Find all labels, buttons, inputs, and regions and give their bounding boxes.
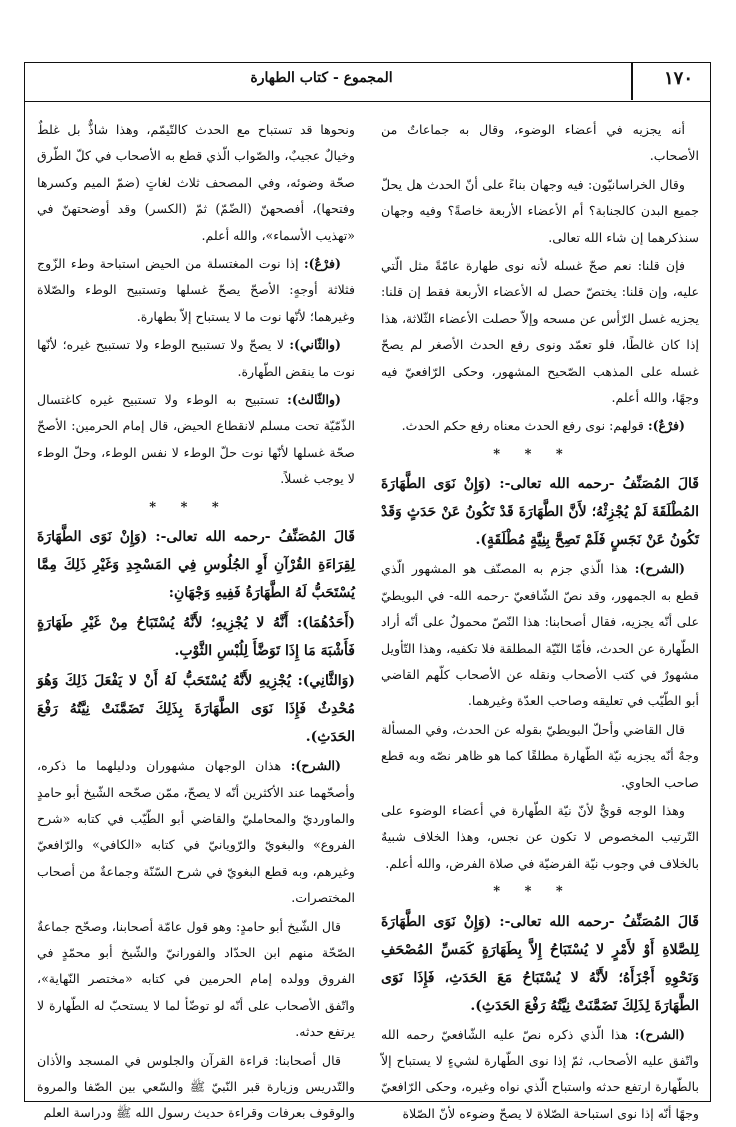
right-text-column [381, 117, 700, 1121]
commentary-paragraph [37, 753, 355, 911]
commentary-paragraph [381, 253, 699, 411]
author-quote [381, 470, 699, 554]
section-separator: * * * [493, 884, 573, 900]
paragraph-text: قال أصحابنا: قراءة القرآن والجلوس في المسجد والأذان والتّدريس وزيارة قبر النّبيّ ﷺ والسّعي بين الصّفا والمروة والوقوف بعرفات وقراءة حديث رسول الله ﷺ ودراسة العلم [37, 1052, 355, 1121]
paragraph-text: قال الشّيخ أبو حامدٍ: وهو قول عامّة أصحابنا، وصحّح جماعةٌ الصّحّة منهم ابن الحدّاد والفورانيّ والشّيخ أبو محمّدٍ في الفروق وولده إمام الحرمين في كتابه «مختصر النّهاية»، واتّفق الأصحاب على أنّه لو توضّأ لما لا يستحبّ له الطّهارة لا يرتفع حدثه. [37, 918, 355, 1040]
paragraph-text: هذا الّذي ذكره نصّ عليه الشّافعيّ رحمه الله واتّفق عليه الأصحاب، ثمّ إذا نوى الطّهارة لشيءٍ لا يستباح إلاّ بالطّهارة ارتفع حدثه واستباح الّذي نواه وغيره، وحكى الرّافعيّ وجهًا أنّه إذا نوى استباحة الصّلاة لا يصحّ وضوءه لأنّ الصّلاة [381, 1026, 700, 1121]
paragraph-label: (فرْعٌ): [647, 418, 685, 434]
running-title: المجموع - كتاب الطهارة [250, 70, 393, 86]
commentary-paragraph [37, 387, 355, 493]
commentary-paragraph [381, 1022, 699, 1127]
commentary-paragraph [37, 332, 355, 385]
paragraph-label: (والثّاني): [289, 337, 341, 353]
paragraph-label: (الشرح): [634, 1026, 685, 1042]
header-divider [631, 62, 633, 100]
paragraph-text: قَالَ المُصَنِّفُ -رحمه الله تعالى-: (وَإِنْ نَوَى الطَّهَارَةَ لِقِرَاءَةِ القُرْآنِ أَوِ الجُلُوسِ فِي المَسْجِدِ وَغَيْرِ ذَلِكَ مِمَّا يُسْتَحَبُّ لَهُ الطَّهَارَةُ فَفِيهِ وَجْهَانِ: [37, 529, 355, 602]
paragraph-text: أنه يجزيه في أعضاء الوضوء، وقال به جماعاتٌ من الأصحاب. [381, 122, 699, 164]
section-separator: * * * [493, 446, 573, 462]
paragraph-text: هذان الوجهان مشهوران ودليلهما ما ذكره، وأصحّهما عند الأكثرين أنّه لا يصحّ، ممّن صحّحه الشّيخ أبو حامدٍ والماورديّ والمحامليّ والقاضي أبو الطّيّب في كتابه «شرح الفروع» والبغويّ والرّويانيّ في كتابه «الكافي» والرّافعيّ وغيرهم، وبه قطع البغويّ في شرح السّنّة وجماعةٌ من أصحاب المختصرات. [37, 758, 355, 906]
commentary-paragraph [381, 717, 699, 796]
commentary-paragraph [37, 1048, 355, 1127]
commentary-paragraph [381, 117, 699, 170]
commentary-paragraph [37, 914, 355, 1046]
paragraph-text: ونحوها قد تستباح مع الحدث كالتّيمّم، وهذا شاذٌّ بل غلطٌ وخيالٌ عجيبٌ، والصّواب الّذي قطع به الأصحاب في كلّ الطّرق صحّة وضوئه، وفي المصحف ثلاث لغاتٍ (ضمّ الميم وكسرها وفتحها)، أفصحهنّ (الضّمّ) ثمّ (الكسر) وقد أوضحتهنّ في «تهذيب الأسماء»، والله أعلم. [37, 122, 355, 243]
commentary-paragraph [37, 251, 355, 330]
page-header [24, 62, 711, 102]
paragraph-text: قَالَ المُصَنِّفُ -رحمه الله تعالى-: (وَإِنْ نَوَى الطَّهَارَةَ لِلصَّلاةِ أَوْ لأَمْرٍ لا يُسْتَبَاحُ إِلاَّ بِطَهَارَةٍ كَمَسِّ المُصْحَفِ وَنَحْوِهِ أَجْزَأَهُ؛ لأَنَّهُ لا يُسْتَبَاحُ مَعَ الحَدَثِ، فَإِذَا نَوَى الطَّهَارَةَ لِذَلِكَ تَضَمَّنَتْ نِيَّتُهُ رَفْعَ الحَدَثِ). [381, 913, 699, 1014]
paragraph-text: وقال الخراسانيّون: فيه وجهان بناءً على أنّ الحدث هل يحلّ جميع البدن كالجنابة؟ أم الأعضاء الأربعة خاصةً؟ وفيه وجهان سنذكرهما إن شاء الله تعالى. [381, 176, 699, 245]
commentary-paragraph [381, 172, 699, 251]
paragraph-text: قَالَ المُصَنِّفُ -رحمه الله تعالى-: (وَإِنْ نَوَى الطَّهَارَةَ المُطْلَقَةَ لَمْ يُجْزِئْهُ؛ لأَنَّ الطَّهَارَةَ قَدْ تَكُونُ عَنْ حَدَثٍ وَقَدْ تَكُونُ عَنْ نَجَسٍ فَلَمْ تَصِحَّ بِنِيَّةٍ مُطْلَقَةٍ). [381, 476, 699, 549]
author-quote [37, 609, 355, 665]
left-text-column [37, 117, 355, 1121]
paragraph-text: (وَالثَّانِي): يُجْزِيهِ لأَنَّهُ يُسْتَحَبُّ لَهُ أَنْ لا يَفْعَلَ ذَلِكَ وَهُوَ مُحْدِثٌ فَإِذَا نَوَى الطَّهَارَةَ بِذَلِكَ تَضَمَّنَتْ نِيَّتُهُ رَفْعَ الحَدَثِ). [37, 673, 355, 746]
paragraph-label: (الشرح): [290, 758, 341, 774]
commentary-paragraph [37, 117, 355, 249]
paragraph-text: إذا نوت المغتسلة من الحيض استباحة وطء الزّوج فثلاثة أوجهٍ: الأصحّ يصحّ غسلها وتستبيح الوطء والصّلاة وغيرهما؛ لأنّها نوت ما لا يستباح إلاّ بطهارة. [37, 256, 355, 324]
page-number: ١٧٠ [663, 68, 693, 89]
author-quote [37, 667, 355, 751]
commentary-paragraph [381, 798, 699, 877]
paragraph-text: هذا الّذي جزم به المصنّف هو المشهور الّذي قطع به الجمهور، وقد نصّ الشّافعيّ -رحمه الله- في البويطيّ على أنّه يجزيه، فقال أصحابنا: هذا النّصّ محمولٌ على أنّه أراد الطّهارة عن الحدث، فأمّا النّيّة المطلقة فلا تكفيه، وهذا التّأويل مشهورٌ في كتب الأصحاب ونقله عن الأصحاب كلّهم القاضي أبو الطّيّب في تعليقه وصاحب العدّة وغيرهما. [381, 561, 699, 709]
paragraph-text: (أَحَدُهُمَا): أَنَّهُ لا يُجْزِيهِ؛ لأَنَّهُ يُسْتَبَاحُ مِنْ غَيْرِ طَهَارَةٍ فَأَشْبَهَ مَا إِذَا تَوَضَّأَ لِلُبْسِ الثَّوْبِ. [37, 615, 355, 660]
author-quote [37, 523, 355, 607]
paragraph-text: فإن قلنا: نعم صحّ غسله لأنه نوى طهارة عامّةً مثل الّتي عليه، وإن قلنا: يختصّ حصل له الأعضاء الأربعة فقط إن قلنا: يجزيه غسل الرّأس عن مسحه وإلاّ حصلت الأعضاء الثّلاثة، هذا إذا كان غالطًا، فلو تعمّد ونوى رفع الحدث الأصغر لم يصحّ غسله على المذهب الصّحيح المشهور، وحكى الرّافعيّ فيه وجهًا، والله أعلم. [381, 258, 699, 406]
paragraph-label: (الشرح): [634, 561, 685, 577]
paragraph-label: (والثّالث): [287, 392, 341, 408]
paragraph-text: وهذا الوجه قويٌّ لأنّ نيّة الطّهارة في أعضاء الوضوء على التّرتيب المخصوص لا تكون عن نجس، وهذا الخلاف شبيهٌ بالخلاف في وجوب نيّة الفرضيّة في صلاة الفرض، والله أعلم. [381, 802, 699, 871]
section-separator: * * * [149, 499, 229, 515]
paragraph-text: قولهم: نوى رفع الحدث معناه رفع حكم الحدث. [401, 418, 648, 434]
commentary-paragraph [381, 413, 699, 439]
paragraph-text: تستبيح به الوطء ولا تستبيح غيره كاغتسال الذّمّيّة تحت مسلم لانقطاع الحيض، قال إمام الحرمين: الأصحّ صحّة غسلها لأنّها نوت حلّ الوطء لا نفس الوطء، وحلّ الوطء لا يوجب غسلاً. [37, 392, 355, 487]
paragraph-label: (فرْعٌ): [303, 256, 341, 272]
paragraph-text: قال القاضي وأحلّ البويطيّ بقوله عن الحدث، وفي المسألة وجهٌ أنّه يجزيه نيّة الطّهارة مطلقًا كما هو ظاهر نصّه وبه قطع صاحب الحاوي. [381, 721, 699, 790]
paragraph-text: لا يصحّ ولا تستبيح الوطء ولا تستبيح غيره؛ لأنّها نوت ما ينقض الطّهارة. [37, 337, 355, 379]
author-quote [381, 908, 699, 1020]
commentary-paragraph [381, 556, 699, 714]
